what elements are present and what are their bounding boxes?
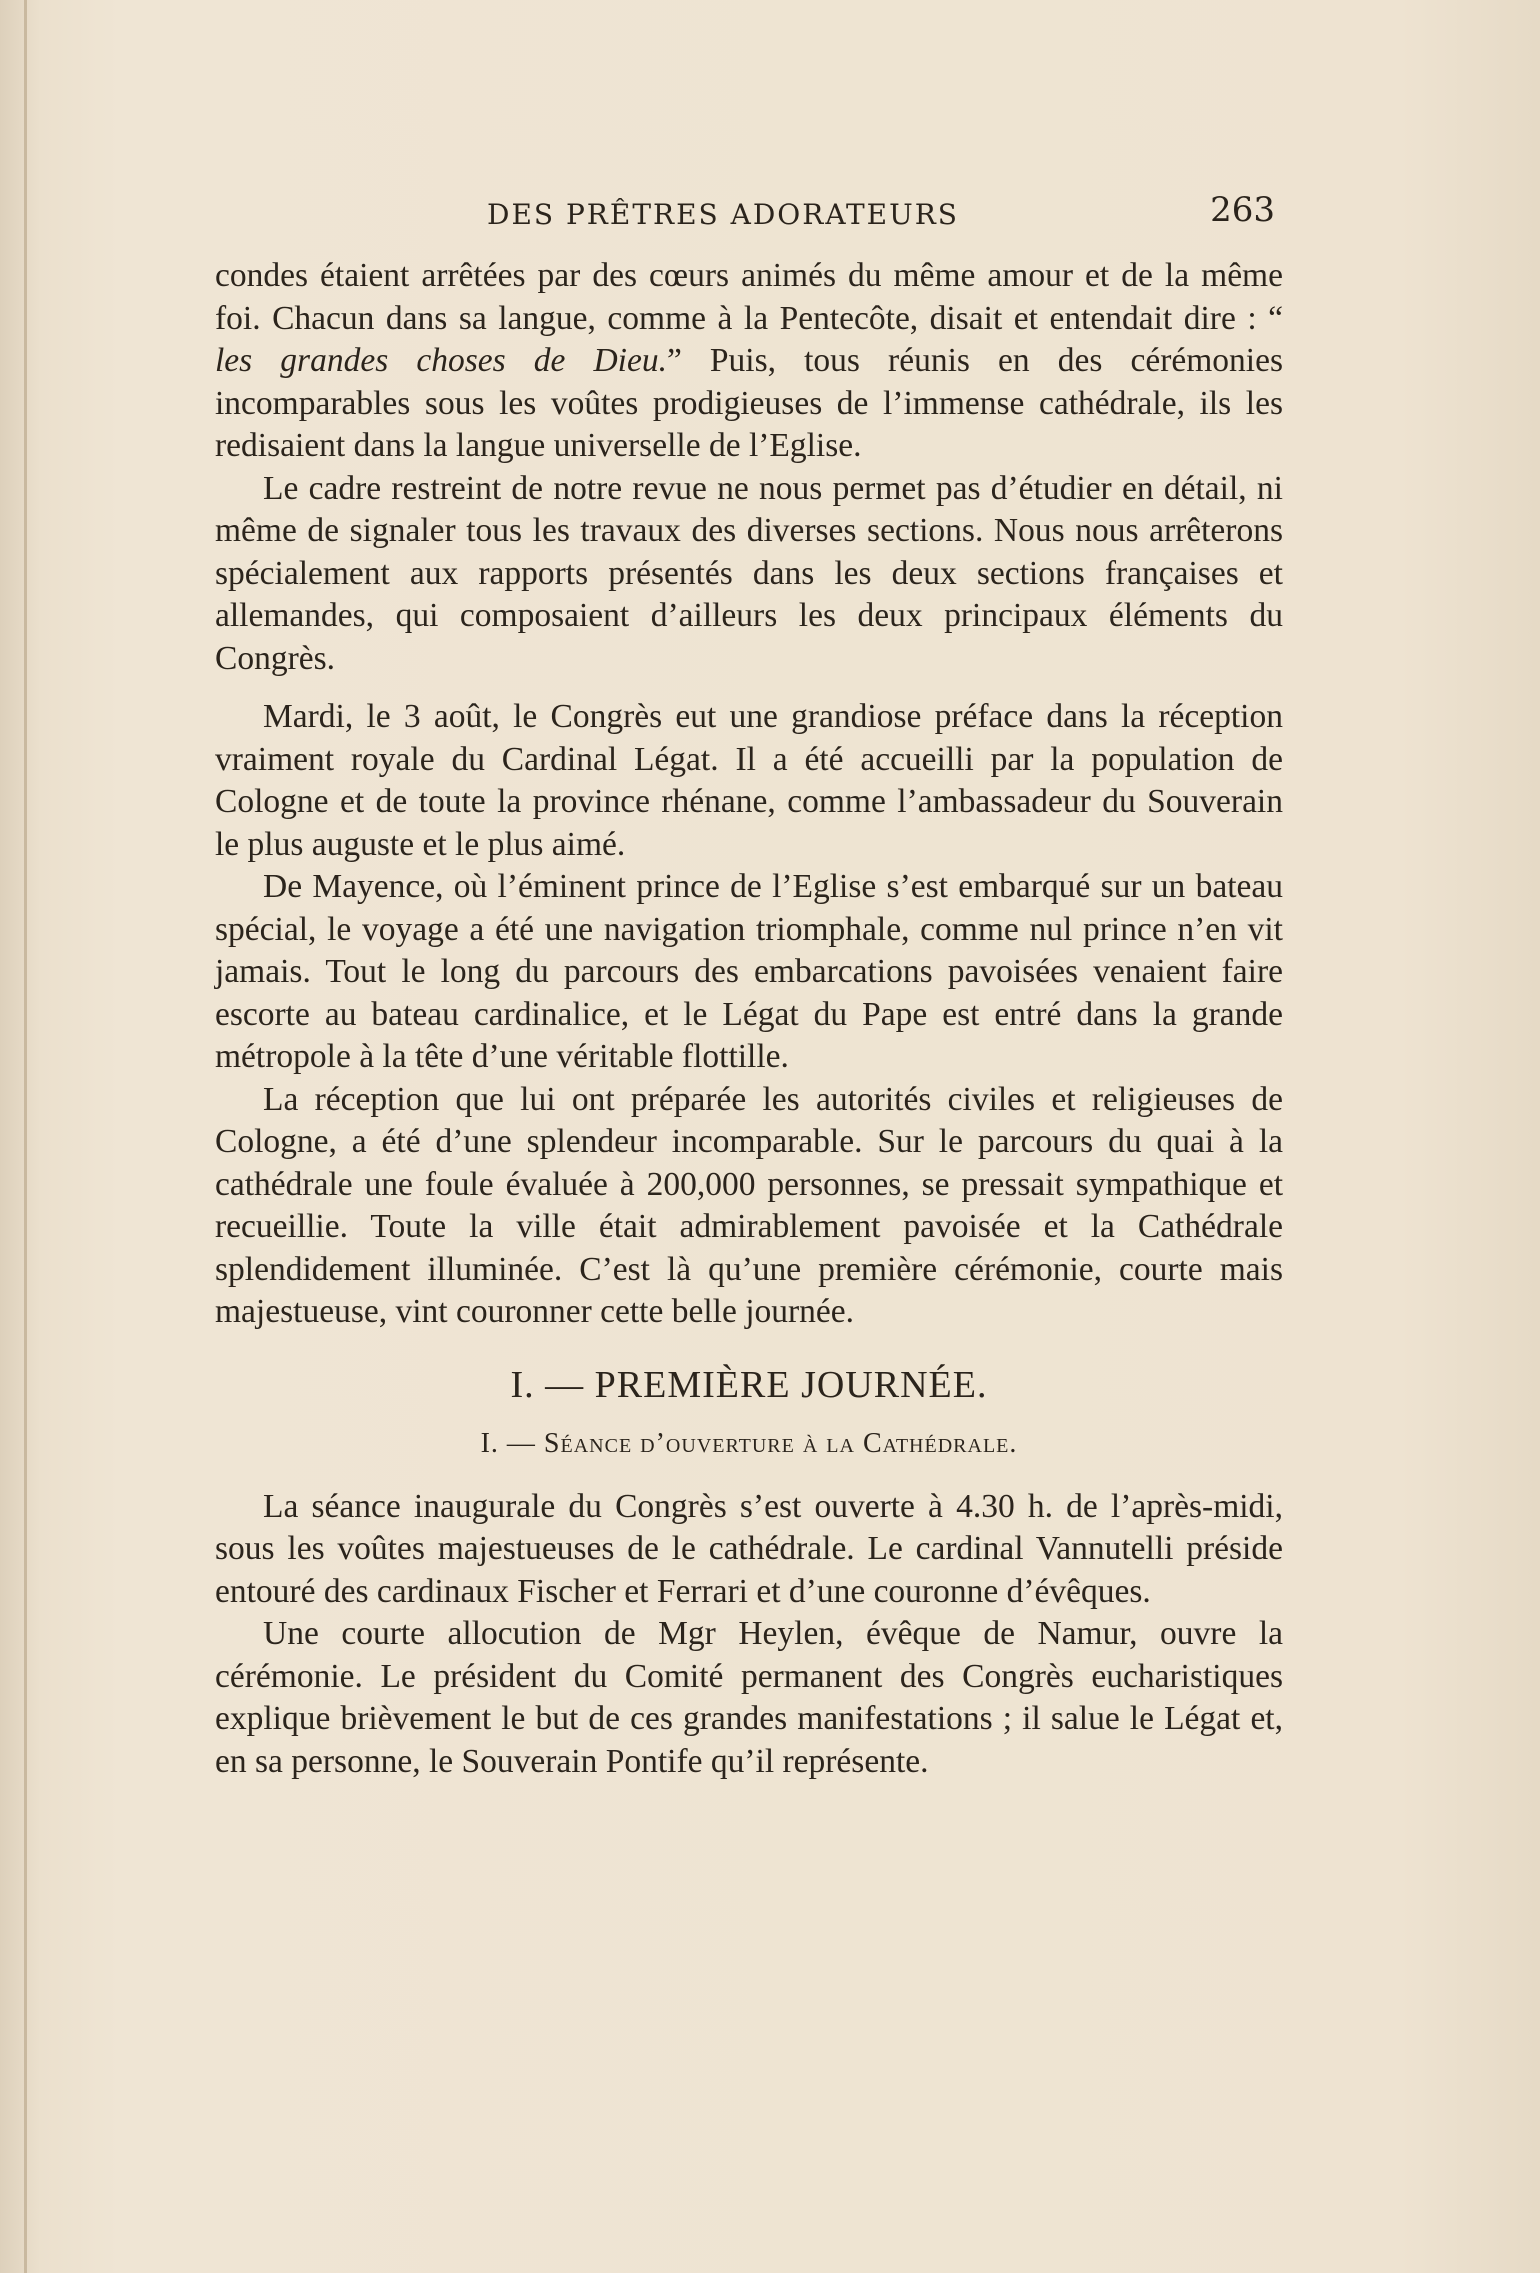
paragraph-6: La séance inaugurale du Congrès s’est ouverte à 4.30 h. de l’après-midi, sous les voûtes majestueuses de le cathédrale. Le cardinal Vannutelli préside entouré des cardinaux Fischer et Ferrari et d’une couronne d’évêques.: [215, 1487, 1283, 1610]
page-binding-edge: [24, 0, 27, 2273]
paragraph-1: [215, 255, 1283, 468]
page-number: 263: [1210, 190, 1275, 230]
running-title: DES PRÊTRES ADORATEURS: [487, 198, 959, 231]
paragraph-1-text-b: ” Puis, tous réunis en des cérémonies incomparables sous les voûtes prodigieuses de l’immense cathédrale, ils les redisaient dans la langue universelle de l’Eglise.: [215, 342, 1283, 464]
body-text: [215, 255, 1283, 1783]
page-header: [215, 190, 1275, 240]
paragraph-4: De Mayence, où l’éminent prince de l’Eglise s’est embarqué sur un bateau spécial, le voyage a été une navigation triomphale, comme nul prince n’en vit jamais. Tout le long du parcours des embarcations pavoisées venaient faire escorte au bateau cardinalice, et le Légat du Pape est entré dans la grande métropole à la tête d’une véritable flottille.: [215, 868, 1283, 1075]
paragraph-5: La réception que lui ont préparée les autorités civiles et religieuses de Cologne, a été d’une splendeur incomparable. Sur le parcours du quai à la cathédrale une foule évaluée à 200,000 personnes, se pressait sympathique et recueillie. Toute la ville était admirablement pavoisée et la Cathédrale splendidement illuminée. C’est là qu’une première cérémonie, courte mais majestueuse, vint couronner cette belle journée.: [215, 1080, 1283, 1330]
subsection-heading: I. — Séance d’ouverture à la Cathédrale.: [480, 1427, 1018, 1459]
paragraph-3: Mardi, le 3 août, le Congrès eut une grandiose préface dans la réception vraiment royale du Cardinal Légat. Il a été accueilli par la population de Cologne et de toute la province rhénane, comme l’ambassadeur du Souverain le plus auguste et le plus aimé.: [215, 698, 1283, 863]
paragraph-1-text-a: condes étaient arrêtées par des cœurs animés du même amour et de la même foi. Chacun dans sa langue, comme à la Pentecôte, disait et entendait dire : “: [215, 257, 1283, 337]
paragraph-7: Une courte allocution de Mgr Heylen, évêque de Namur, ouvre la cérémonie. Le président du Comité permanent des Congrès eucharistiques explique brièvement le but de ces grandes manifestations ; il salue le Légat et, en sa personne, le Souverain Pontife qu’il représente.: [215, 1615, 1283, 1780]
section-heading: I. — PREMIÈRE JOURNÉE.: [510, 1363, 988, 1406]
quote-grandes-choses: les grandes choses de Dieu.: [215, 342, 667, 379]
paragraph-2: Le cadre restreint de notre revue ne nous permet pas d’étudier en détail, ni même de signaler tous les travaux des diverses sections. Nous nous arrêterons spécialement aux rapports présentés dans les deux sections françaises et allemandes, qui composaient d’ailleurs les deux principaux éléments du Congrès.: [215, 469, 1283, 677]
